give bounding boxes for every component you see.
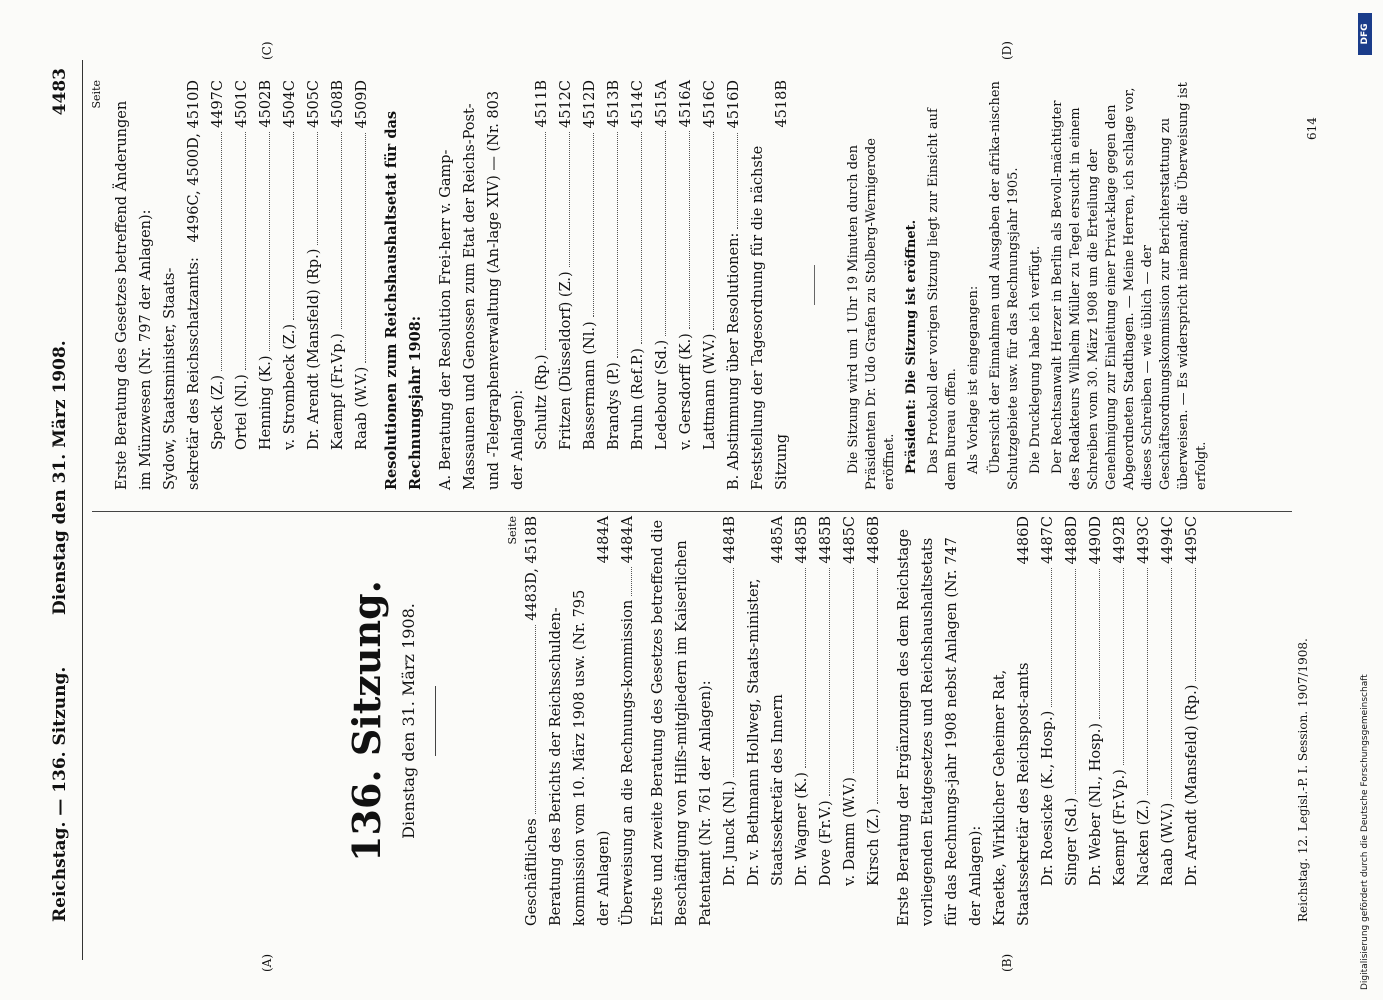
contents-entry [742,516,790,926]
entry-page-ref: 4485B [818,516,834,564]
entry-text: Henning (K.) [258,355,274,450]
entry-page-ref: 4504C [282,80,298,128]
entry-page-ref: 4496C, 4500D, 4510D [186,80,202,243]
session-date: Dienstag den 31. März 1908. [399,603,418,839]
contents-entry [718,516,742,926]
entry-text: Dr. Arendt (Mansfeld) (Rp.) [306,248,322,450]
contents-entry [278,80,302,490]
entry-text: Dr. Weber (Nl., Hosp.) [1088,722,1104,886]
leader-dots [841,568,854,773]
left-column [90,516,1204,926]
entry-text: Dr. Arendt (Mansfeld) (Rp.) [1184,684,1200,886]
session-title: 136. Sitzung. [344,580,389,862]
contents-entry [530,80,554,490]
contents-entry [554,80,578,490]
entry-page-ref: 4486B [866,516,882,564]
leader-dots [257,132,270,352]
entry-text: Raab (W.V.) [354,366,370,450]
entry-text: Beratung des Berichts der Reichsschulden-kommission vom 10. März 1908 usw. (Nr. 795 der Anlagen) [548,589,612,926]
right-column [90,80,1215,490]
margin-mark-a: (A) [260,953,274,972]
proceedings-paragraph: Als Vorlage ist eingegangen: [966,285,981,474]
contents-entry: Erste Beratung des Gesetzes betreffend Änderungen im Münzwesen (Nr. 797 der Anlagen): [114,100,154,490]
seite-label-right: Seite [90,80,103,109]
proceedings-paragraph: Die Sitzung wird um 1 Uhr 19 Minuten durch den Präsidenten Dr. Udo Grafen zu Stolberg-Wernigerode eröffnet. [846,138,897,490]
dfg-logo: DFG [1358,13,1372,55]
entry-page-ref: 4483D, 4518B [524,516,540,621]
leader-dots [1063,569,1076,794]
leader-dots [523,625,536,815]
entry-text: Bruhn (Ref.P.) [630,348,646,450]
entry-page-ref: 4484A [620,516,636,564]
contents-entry: Erste und zweite Beratung des Gesetzes betreffend die Beschäftigung von Hilfs-mitgliedern im Kaiserlichen Patentamt (Nr. 761 der Anlagen): [650,519,714,926]
entry-page-ref: 4505C [306,80,322,128]
margin-mark-c: (C) [260,41,274,60]
contents-entry [814,516,838,926]
leader-dots [653,131,666,336]
contents-entry [206,80,230,490]
leader-dots [305,132,318,245]
contents-entry [616,516,640,926]
leader-dots [605,132,618,359]
entry-text: Überweisung an die Rechnungs-kommission [620,599,636,926]
entry-text: v. Strombeck (Z.) [282,324,298,450]
entry-page-ref: 4502B [258,80,274,128]
leader-dots [701,132,714,330]
entry-text: Dr. Roesicke (K., Hosp.) [1040,710,1056,886]
entry-page-ref: 4509D [354,80,370,129]
contents-entry [1132,516,1156,926]
entry-page-ref: 4518B [774,80,790,128]
leader-dots [619,567,632,595]
contents-entry [626,80,650,490]
entry-page-ref: 4484A [596,516,612,564]
entry-page-ref: 4512C [558,80,574,128]
contents-entry [722,80,746,490]
digitization-note: Digitalisierung gefördert durch die Deutsche Forschungsgemeinschaft [1360,674,1370,990]
contents-entry [1036,516,1060,926]
entry-page-ref: 4485C [842,516,858,564]
entry-page-ref: 4508B [330,80,346,128]
proceedings-paragraph: Die Drucklegung habe ich verfügt. [1028,245,1043,474]
entry-text: Kaempf (Fr.Vp.) [330,333,346,450]
contents-entry: Erste Beratung der Ergänzungen des dem Reichstage vorliegenden Etatgesetzes und Reichshaushaltsetats für das Rechnungs-jahr 1908 nebst Anlagen (Nr. 747 der Anlagen): [896,528,984,926]
entry-page-ref: 4497C [210,80,226,128]
contents-entry [602,80,626,490]
entry-text: Fritzen (Düsseldorf) (Z.) [558,271,574,450]
footer-session-info: Reichstag. 12. Legisl.-P. I. Session. 1907/1908. [1296,638,1310,922]
entry-page-ref: 4488D [1064,516,1080,565]
right-contents-list [110,80,794,490]
leader-dots [329,132,342,330]
entry-page-ref: 4514C [630,80,646,128]
entry-page-ref: 4516A [678,80,694,128]
contents-entry: Resolutionen zum Reichshaushaltsetat für das Rechnungsjahr 1908: [383,110,424,490]
leader-dots [1159,568,1172,799]
contents-entry [254,80,278,490]
entry-page-ref: 4512D [582,80,598,129]
proceedings-body [845,80,1211,490]
entry-text: B. Abstimmung über Resolutionen: [726,232,742,490]
entry-text: Ledebour (Sd.) [654,339,670,450]
proceedings-paragraph: Übersicht der Einnahmen und Ausgaben der afrika-nischen Schutzgebiete usw. für das Rechnungsjahr 1905. [988,81,1021,490]
entry-text: Ortel (Nl.) [234,374,250,450]
seite-label-left: Seite [506,516,519,545]
column-divider [92,511,1292,512]
left-contents-list [520,516,1204,926]
leader-dots [1111,568,1124,766]
leader-dots [725,133,738,229]
contents-entry [1060,516,1084,926]
margin-mark-b: (B) [1000,953,1014,972]
proceedings-paragraph: Das Protokoll der vorigen Sitzung liegt zur Einsicht auf dem Bureau offen. [926,108,959,490]
entry-page-ref: 4486D [1016,516,1032,565]
entry-text: Kaempf (Fr.Vp.) [1112,769,1128,886]
section-rule [814,265,815,305]
contents-entry [326,80,350,490]
entry-text: Geschäftliches [524,818,540,926]
entry-page-ref: 4492B [1112,516,1128,564]
contents-entry [158,80,206,490]
entry-text: Bassermann (Nl.) [582,321,598,450]
leader-dots [1039,568,1052,707]
entry-page-ref: 4513B [606,80,622,128]
entry-text: v. Damm (W.V.) [842,777,858,886]
contents-entry [520,516,544,926]
entry-text: Dr. v. Bethmann Hollweg, Staats-minister, Staatssekretär des Innern [746,578,786,886]
running-header-center: Dienstag den 31. März 1908. [50,340,70,615]
entry-text: Feststellung der Tagesordnung für die nächste Sitzung [750,145,790,490]
title-rule [435,686,436,756]
leader-dots [557,132,570,267]
entry-text: Dr. Wagner (K.) [794,772,810,886]
entry-text: Singer (Sd.) [1064,797,1080,886]
leader-dots [677,131,690,329]
proceedings-paragraph: Der Rechtsanwalt Herzer in Berlin als Bevoll-mächtigter des Redakteurs Wilhelm Müller zu Tegel ersucht in einem Schreiben vom 30. März 1908 um die Erteilung der Genehmigung zur Einleitung einer Privat-klage gegen den Abgeordneten Stadthagen. — Meine Herren, ich schlage vor, dieses Schreiben — wie üblich — der Geschäftsordnungskommission zur Berichterstattung zu überweisen. — Es widerspricht niemand; die Überweisung ist erfolgt. [1050,82,1209,490]
leader-dots [865,568,878,805]
entry-text: Schultz (Rp.) [534,354,550,450]
leader-dots [533,132,546,351]
contents-entry [746,80,794,490]
header-rule [82,60,83,960]
entry-text: Sydow, Staatsminister, Staats-sekretär des Reichsschatzamts: [162,257,202,490]
entry-page-ref: 4516D [726,80,742,129]
margin-mark-d: (D) [1000,41,1014,60]
contents-entry: A. Beratung der Resolution Frei-herr v. Gamp-Massaunen und Genossen zum Etat der Reichs-Post- und -Telegraphenverwaltung (An-lage XIV) — (Nr. 803 der Anlagen): [438,90,526,490]
proceedings-paragraph: Präsident: Die Sitzung ist eröffnet. [904,219,919,474]
entry-text: Kraetke, Wirklicher Geheimer Rat, Staatssekretär des Reichspost-amts [992,662,1032,926]
leader-dots [1135,568,1148,795]
entry-page-ref: 4493C [1136,516,1152,564]
entry-text: Dr. Junck (Nl.) [722,780,738,886]
contents-entry [544,516,616,926]
entry-page-ref: 4511B [534,80,550,128]
entry-page-ref: 4487C [1040,516,1056,564]
entry-page-ref: 4485B [794,516,810,564]
contents-entry [1156,516,1180,926]
entry-text: Dove (Fr.V.) [818,800,834,886]
entry-text: Brandys (P.) [606,362,622,450]
contents-entry [302,80,326,490]
contents-entry [698,80,722,490]
entry-text: Kirsch (Z.) [866,808,882,886]
leader-dots [353,133,366,363]
entry-page-ref: 4490D [1088,516,1104,565]
leader-dots [793,568,806,768]
entry-text: Lattmann (W.V.) [702,333,718,450]
contents-entry [862,516,886,926]
sheet-number: 614 [1305,117,1319,140]
entry-text: v. Gersdorff (K.) [678,333,694,450]
entry-page-ref: 4501C [234,80,250,128]
leader-dots [581,133,594,318]
running-header-page-number: 4483 [50,68,70,116]
contents-entry [350,80,374,490]
entry-page-ref: 4495C [1184,516,1200,564]
running-header-left: Reichstag. — 136. Sitzung. [50,666,70,922]
entry-page-ref: 4485A [770,516,786,564]
entry-text: Speck (Z.) [210,374,226,450]
entry-text: Raab (W.V.) [1160,802,1176,886]
leader-dots [721,568,734,777]
contents-entry [838,516,862,926]
entry-text: Nacken (Z.) [1136,799,1152,886]
leader-dots [629,132,642,344]
leader-dots [233,132,246,370]
contents-entry [1108,516,1132,926]
contents-entry [790,516,814,926]
contents-entry [988,516,1036,926]
entry-page-ref: 4515A [654,80,670,128]
contents-entry [1084,516,1108,926]
leader-dots [209,132,222,371]
contents-entry [230,80,254,490]
contents-entry [674,80,698,490]
leader-dots [1183,568,1196,681]
leader-dots [281,132,294,320]
leader-dots [817,568,830,797]
contents-entry [578,80,602,490]
entry-page-ref: 4484B [722,516,738,564]
contents-entry [650,80,674,490]
entry-page-ref: 4494C [1160,516,1176,564]
contents-entry [1180,516,1204,926]
leader-dots [1087,569,1100,719]
entry-page-ref: 4516C [702,80,718,128]
